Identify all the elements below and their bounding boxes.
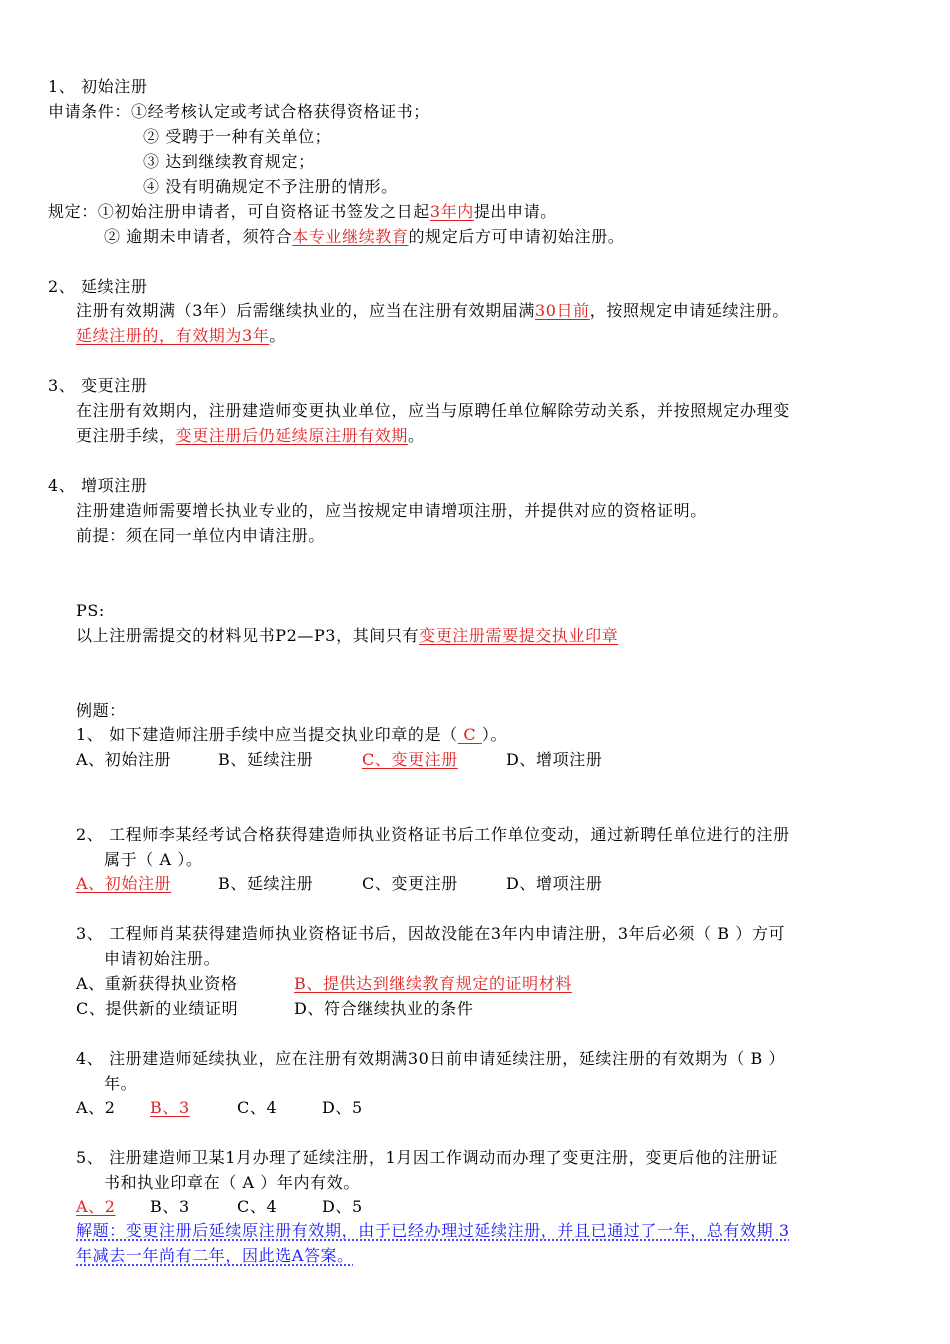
condition-label: 申请条件： [48, 102, 132, 121]
q3-stem-1: 3、 工程师肖某获得建造师执业资格证书后，因故没能在3年内申请注册，3年后必须（ B ）方可 [76, 924, 786, 943]
s2-period: 。 [269, 326, 286, 345]
section-2-line-1 [76, 300, 789, 322]
rule-1-end: 提出申请。 [473, 202, 557, 221]
condition-line-1 [48, 101, 430, 123]
q4-option-d: D、5 [322, 1098, 363, 1117]
q3-option-c: C、提供新的业绩证明 [76, 999, 239, 1018]
section-4-line-1: 注册建造师需要增长执业专业的，应当按规定申请增项注册，并提供对应的资格证明。 [76, 501, 707, 520]
section-3-title: 3、 变更注册 [48, 376, 148, 395]
q2-option-a: A、初始注册 [76, 874, 172, 893]
q5-option-b: B、3 [150, 1197, 190, 1216]
q4-stem-2: 年。 [104, 1074, 138, 1093]
condition-4: ④ 没有明确规定不予注册的情形。 [143, 177, 398, 196]
q5-explanation-1: 解题：变更注册后延续原注册有效期，由于已经办理过延续注册，并且已通过了一年，总有效期 3 [76, 1221, 790, 1240]
q4-option-a: A、2 [76, 1098, 116, 1117]
condition-1: ①经考核认定或考试合格获得资格证书； [131, 102, 430, 121]
q1-stem-end: ）。 [481, 725, 508, 744]
s2-highlight-validity: 延续注册的，有效期为3年 [76, 326, 270, 345]
q2-option-b: B、延续注册 [218, 874, 314, 893]
s2-text-end: ，按照规定申请延续注册。 [589, 301, 789, 320]
q1-stem [76, 724, 507, 746]
condition-2: ② 受聘于一种有关单位； [143, 127, 332, 146]
section-4-title: 4、 增项注册 [48, 476, 148, 495]
rule-line-2 [104, 226, 624, 248]
condition-3: ③ 达到继续教育规定； [143, 152, 315, 171]
rule-1-highlight: 3年内 [429, 202, 474, 221]
q5-option-c: C、4 [237, 1197, 278, 1216]
q4-option-b: B、3 [150, 1098, 190, 1117]
s2-highlight-30days: 30日前 [534, 301, 590, 320]
s2-text: 注册有效期满（3年）后需继续执业的，应当在注册有效期届满 [76, 301, 535, 320]
section-3-line-2 [76, 425, 425, 447]
rule-1-text: ①初始注册申请者，可自资格证书签发之日起 [97, 202, 430, 221]
q2-stem-2: 属于（ A ）。 [104, 850, 203, 869]
q5-option-a: A、2 [76, 1197, 116, 1216]
q4-stem-1: 4、 注册建造师延续执业，应在注册有效期满30日前申请延续注册，延续注册的有效期为（ B ） [76, 1049, 786, 1068]
q3-option-d: D、符合继续执业的条件 [294, 999, 474, 1018]
q2-option-c: C、变更注册 [362, 874, 458, 893]
q5-explanation-2: 年减去一年尚有二年，因此选A答案。 [76, 1246, 354, 1265]
q1-option-b: B、延续注册 [218, 750, 314, 769]
q3-option-a: A、重新获得执业资格 [76, 974, 238, 993]
q5-option-d: D、5 [322, 1197, 363, 1216]
rule-2-end: 的规定后方可申请初始注册。 [408, 227, 625, 246]
q4-option-c: C、4 [237, 1098, 278, 1117]
q1-answer: C [457, 725, 482, 744]
rule-label: 规定： [48, 202, 98, 221]
q3-stem-2: 申请初始注册。 [104, 949, 221, 968]
ps-text: 以上注册需提交的材料见书P2—P3，其间只有 [76, 626, 420, 645]
section-2-title: 2、 延续注册 [48, 277, 148, 296]
q5-stem-1: 5、 注册建造师卫某1月办理了延续注册，1月因工作调动而办理了变更注册，变更后他的注册证 [76, 1148, 779, 1167]
ps-highlight: 变更注册需要提交执业印章 [419, 626, 619, 645]
s3-period: 。 [408, 426, 425, 445]
q2-option-d: D、增项注册 [506, 874, 603, 893]
s3-highlight: 变更注册后仍延续原注册有效期 [175, 426, 409, 445]
q2-stem-1: 2、 工程师李某经考试合格获得建造师执业资格证书后工作单位变动，通过新聘任单位进行的注册 [76, 825, 790, 844]
section-2-line-2 [76, 325, 286, 347]
q1-option-c: C、变更注册 [362, 750, 458, 769]
q5-stem-2: 书和执业印章在（ A ）年内有效。 [104, 1173, 360, 1192]
section-3-line-1: 在注册有效期内，注册建造师变更执业单位，应当与原聘任单位解除劳动关系，并按照规定办理变 [76, 401, 790, 420]
s3-text: 更注册手续， [76, 426, 176, 445]
section-4-line-2: 前提：须在同一单位内申请注册。 [76, 526, 326, 545]
q3-option-b: B、提供达到继续教育规定的证明材料 [294, 974, 572, 993]
q1-option-a: A、初始注册 [76, 750, 172, 769]
section-1-title: 1、 初始注册 [48, 77, 148, 96]
ps-label: PS: [76, 601, 105, 620]
ps-line [76, 625, 618, 647]
rule-2-highlight: 本专业继续教育 [292, 227, 409, 246]
q1-option-d: D、增项注册 [506, 750, 603, 769]
examples-label: 例题： [76, 701, 126, 720]
rule-line-1 [48, 201, 557, 223]
q1-stem-text: 1、 如下建造师注册手续中应当提交执业印章的是（ [76, 725, 458, 744]
rule-2-text: ② 逾期未申请者，须符合 [104, 227, 293, 246]
